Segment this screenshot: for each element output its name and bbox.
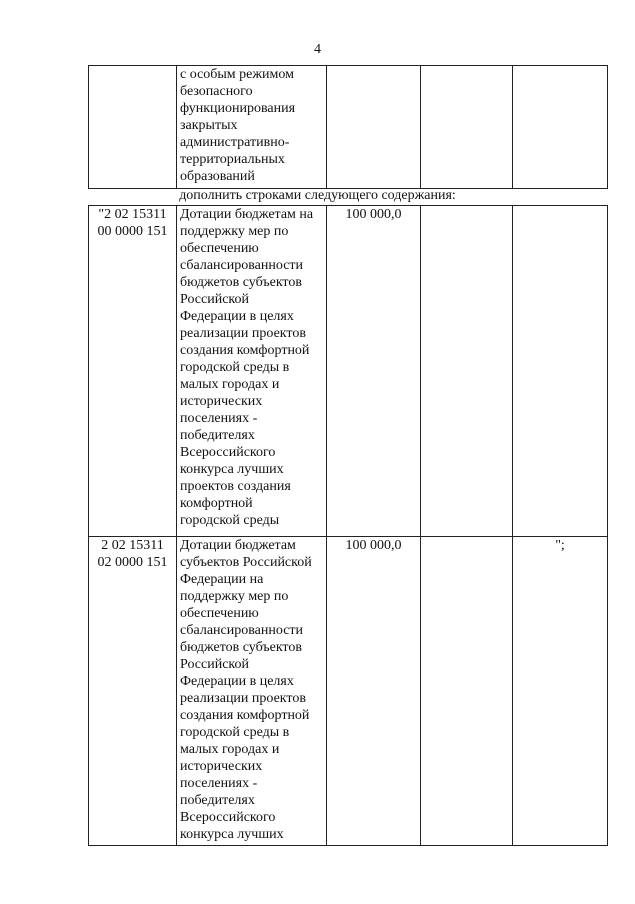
name-cell	[177, 206, 327, 537]
code-line: 00 0000 151	[97, 224, 168, 239]
name-line: поддержку мер по	[180, 589, 289, 604]
code-line: 02 0000 151	[97, 555, 168, 570]
name-line: малых городах и	[180, 742, 280, 757]
closing-mark-cell: ";	[513, 537, 608, 846]
empty-cell	[513, 66, 608, 189]
name-line: конкурса лучших	[180, 462, 284, 477]
name-line: сбалансированности	[180, 623, 304, 638]
name-line: городской среды в	[180, 360, 290, 375]
name-cell	[177, 66, 327, 189]
name-line: городской среды в	[180, 725, 290, 740]
table-row	[89, 206, 608, 537]
amendment-instruction: дополнить строками следующего содержания:	[179, 188, 456, 203]
name-line: Федерации в целях	[180, 674, 294, 689]
name-line: городской среды	[180, 513, 280, 528]
empty-cell	[421, 206, 513, 537]
name-cell	[177, 537, 327, 846]
amount-cell: 100 000,0	[327, 537, 421, 846]
name-line: комфортной	[180, 496, 253, 511]
name-line: проектов создания	[180, 479, 291, 494]
name-line: территориальных	[180, 152, 285, 167]
empty-cell	[421, 66, 513, 189]
name-line: Российской	[180, 657, 249, 672]
name-line: создания комфортной	[180, 343, 310, 358]
name-line: Федерации на	[180, 572, 264, 587]
budget-table-additions	[88, 205, 608, 846]
name-line: образований	[180, 169, 255, 184]
name-line: малых городах и	[180, 377, 280, 392]
name-line: обеспечению	[180, 241, 259, 256]
name-line: реализации проектов	[180, 326, 306, 341]
budget-table-continued	[88, 65, 608, 189]
name-line: победителях	[180, 793, 255, 808]
code-cell	[89, 537, 177, 846]
name-line: сбалансированности	[180, 258, 304, 273]
name-line: поддержку мер по	[180, 224, 289, 239]
name-line: административно-	[180, 135, 290, 150]
amount-cell	[327, 66, 421, 189]
name-line: победителях	[180, 428, 255, 443]
name-line: закрытых	[180, 118, 238, 133]
name-line: поселениях -	[180, 411, 258, 426]
code-line: "2 02 15311	[98, 207, 167, 222]
name-line: бюджетов субъектов	[180, 275, 302, 290]
name-line: бюджетов субъектов	[180, 640, 302, 655]
name-line: исторических	[180, 759, 263, 774]
name-line: создания комфортной	[180, 708, 310, 723]
code-line: 2 02 15311	[101, 538, 164, 553]
code-cell	[89, 206, 177, 537]
name-line: Всероссийского	[180, 810, 276, 825]
name-line: реализации проектов	[180, 691, 306, 706]
name-line: Российской	[180, 292, 249, 307]
name-line: Федерации в целях	[180, 309, 294, 324]
name-line: Всероссийского	[180, 445, 276, 460]
name-line: функционирования	[180, 101, 296, 116]
amount-cell: 100 000,0	[327, 206, 421, 537]
name-line: субъектов Российской	[180, 555, 312, 570]
name-line: безопасного	[180, 84, 253, 99]
name-line: с особым режимом	[180, 67, 294, 82]
name-line: Дотации бюджетам	[180, 538, 296, 553]
name-line: исторических	[180, 394, 263, 409]
name-line: поселениях -	[180, 776, 258, 791]
empty-cell	[421, 537, 513, 846]
name-line: конкурса лучших	[180, 827, 284, 842]
name-line: Дотации бюджетам на	[180, 207, 314, 222]
page-number: 4	[314, 42, 321, 57]
name-line: обеспечению	[180, 606, 259, 621]
closing-mark-cell	[513, 206, 608, 537]
table-row	[89, 537, 608, 846]
table-row	[89, 66, 608, 189]
code-cell	[89, 66, 177, 189]
